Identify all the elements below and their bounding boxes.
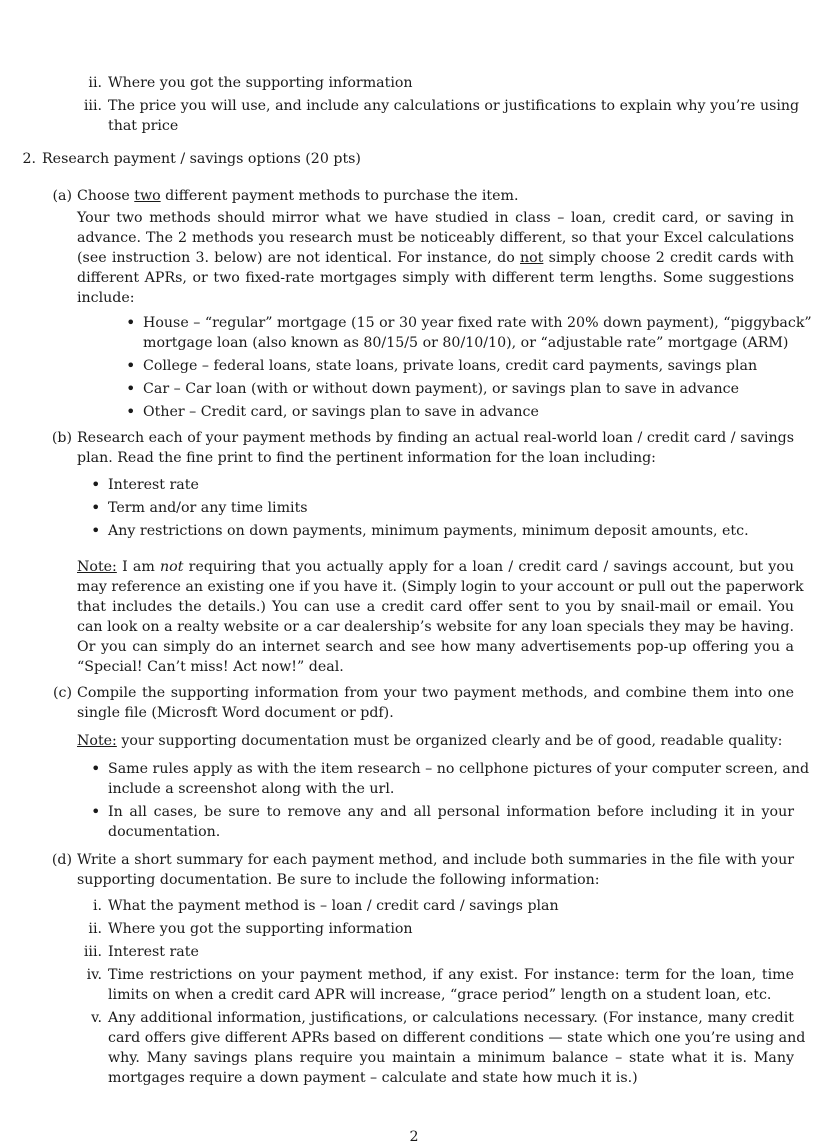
part-label-b: (b) [51, 430, 72, 446]
underlined-text: not [520, 250, 544, 266]
bullet-icon: • [126, 356, 136, 375]
bullet-icon: • [91, 802, 101, 821]
bullet-icon: • [126, 313, 136, 332]
item-text: limits on when a credit card APR will increase, “grace period” length on a student loan, etc. [108, 987, 772, 1003]
part-a-heading [77, 186, 518, 206]
bullet-icon: • [91, 521, 101, 540]
item-text: Interest rate [108, 944, 199, 960]
note-line: Or you can simply do an internet search and see how many advertisements pop-up offering you a [77, 639, 794, 655]
bullet-text: Other – Credit card, or savings plan to save in advance [143, 404, 539, 420]
bullet-text: Car – Car loan (with or without down payment), or savings plan to save in advance [143, 381, 739, 397]
bullet-icon: • [126, 379, 136, 398]
bullet-text: Any restrictions on down payments, minimum payments, minimum deposit amounts, etc. [108, 523, 749, 539]
paragraph-line: Write a short summary for each payment method, and include both summaries in the file with your [77, 852, 794, 868]
paragraph-line: different APRs, or two fixed-rate mortgages simply with different term lengths. Some suggestions [77, 270, 794, 286]
page-number: 2 [409, 1129, 419, 1145]
text-run: different payment methods to purchase the item. [160, 188, 519, 204]
paragraph-line [77, 248, 794, 268]
item-text: Any additional information, justifications, or calculations necessary. (For instance, many credit [108, 1010, 794, 1026]
paragraph-line: Your two methods should mirror what we have studied in class – loan, credit card, or saving in [77, 210, 794, 226]
item-text: The price you will use, and include any calculations or justifications to explain why you’re using [108, 98, 800, 114]
part-label-a: (a) [52, 188, 72, 204]
item-label-iv: iv. [86, 967, 102, 983]
bullet-text: mortgage loan (also known as 80/15/5 or 80/10/10), or “adjustable rate” mortgage (ARM) [143, 335, 789, 351]
bullet-icon: • [91, 475, 101, 494]
text-run: Choose [77, 188, 135, 204]
item-text: card offers give different APRs based on different conditions — state which one you’re using and [108, 1030, 806, 1046]
note-line [77, 557, 794, 577]
bullet-icon: • [126, 402, 136, 421]
paragraph-line: Compile the supporting information from your two payment methods, and combine them into one [77, 685, 794, 701]
underlined-text: two [134, 188, 161, 204]
paragraph-line: advance. The 2 methods you research must be noticeably different, so that your Excel calculations [77, 230, 794, 246]
item-text: Where you got the supporting information [108, 921, 413, 937]
item-label-v: v. [91, 1010, 102, 1026]
paragraph-line: include: [77, 290, 135, 306]
note-line: can look on a realty website or a car dealership’s website for any loan specials they may be having. [77, 619, 794, 635]
bullet-icon: • [91, 759, 101, 778]
bullet-text: Term and/or any time limits [108, 500, 308, 516]
note-line: that includes the details.) You can use a credit card offer sent to you by snail-mail or email. You [77, 599, 794, 615]
part-label-c: (c) [52, 685, 72, 701]
item-text: why. Many savings plans require you maintain a minimum balance – state what it is. Many [108, 1050, 794, 1066]
section-number: 2. [22, 151, 36, 167]
note-label: Note: [77, 559, 117, 575]
bullet-text: College – federal loans, state loans, private loans, credit card payments, savings plan [143, 358, 758, 374]
note-line: “Special! Can’t miss! Act now!” deal. [77, 659, 344, 675]
item-label-iii: iii. [83, 944, 102, 960]
section-title: Research payment / savings options (20 pts) [42, 151, 361, 167]
item-label-i: i. [92, 898, 102, 914]
bullet-text: include a screenshot along with the url. [108, 781, 395, 797]
item-text: that price [108, 118, 179, 134]
bullet-text: Same rules apply as with the item research – no cellphone pictures of your computer screen, and [108, 761, 810, 777]
part-label-d: (d) [51, 852, 72, 868]
item-label-ii: ii. [88, 921, 102, 937]
paragraph-line: Research each of your payment methods by finding an actual real-world loan / credit card / savings [77, 430, 794, 446]
paragraph-line: plan. Read the fine print to find the pertinent information for the loan including: [77, 450, 656, 466]
item-label-ii: ii. [88, 75, 102, 91]
text-run: your supporting documentation must be organized clearly and be of good, readable quality: [116, 733, 783, 749]
text-run: (see instruction 3. below) are not identical. For instance, do [77, 250, 520, 266]
paragraph-line: single file (Microsft Word document or pdf). [77, 705, 394, 721]
note-label: Note: [77, 733, 117, 749]
item-text: mortgages require a down payment – calculate and state how much it is.) [108, 1070, 638, 1086]
text-run: simply choose 2 credit cards with [543, 250, 794, 266]
italic-text: not [160, 559, 184, 575]
item-label-iii: iii. [83, 98, 102, 114]
paragraph-line: supporting documentation. Be sure to include the following information: [77, 872, 600, 888]
text-run: I am [116, 559, 161, 575]
note-line: may reference an existing one if you have it. (Simply login to your account or pull out the paperwork [77, 579, 804, 595]
bullet-text: House – “regular” mortgage (15 or 30 year fixed rate with 20% down payment), “piggyback” [143, 315, 812, 331]
item-text: Time restrictions on your payment method, if any exist. For instance: term for the loan, time [108, 967, 794, 983]
bullet-text: In all cases, be sure to remove any and all personal information before including it in your [108, 804, 794, 820]
bullet-text: Interest rate [108, 477, 199, 493]
item-text: What the payment method is – loan / credit card / savings plan [108, 898, 559, 914]
text-run: requiring that you actually apply for a loan / credit card / savings account, but you [183, 559, 794, 575]
item-text: Where you got the supporting information [108, 75, 413, 91]
bullet-icon: • [91, 498, 101, 517]
bullet-text: documentation. [108, 824, 221, 840]
note-line [77, 731, 782, 751]
